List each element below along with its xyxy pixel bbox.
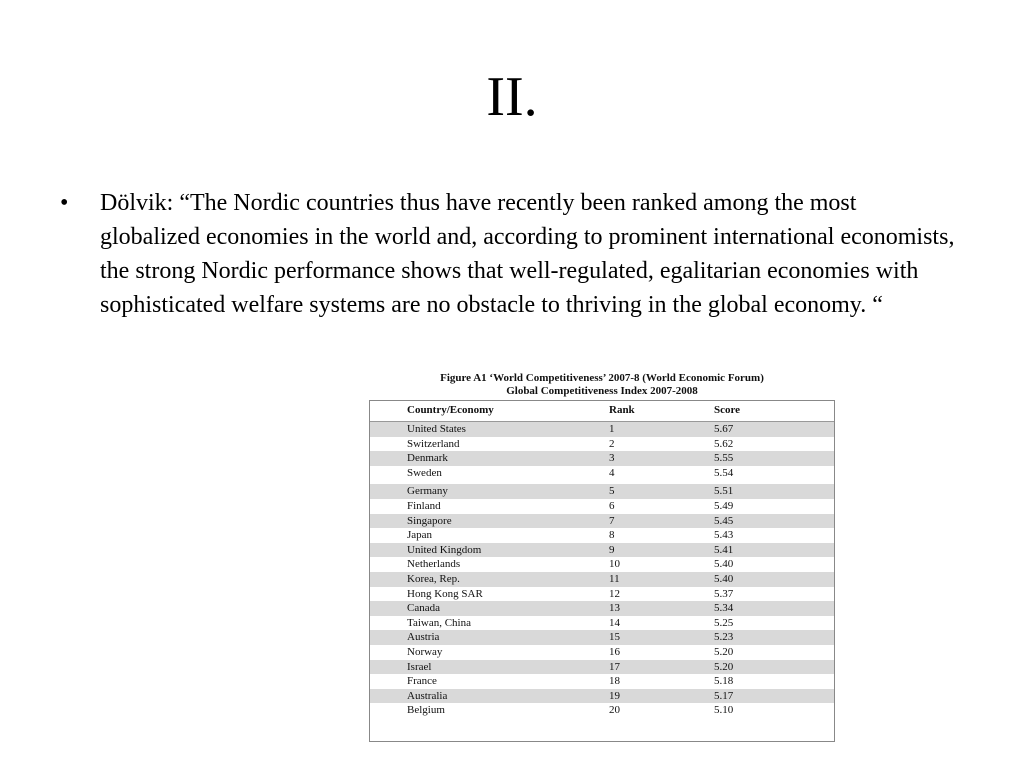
table-row	[370, 484, 834, 499]
cell-rank: 5	[609, 485, 615, 498]
cell-rank: 10	[609, 558, 620, 571]
cell-rank: 2	[609, 437, 615, 450]
table-row	[370, 557, 834, 572]
cell-rank: 14	[609, 616, 620, 629]
cell-rank: 1	[609, 423, 615, 435]
cell-score: 5.34	[714, 602, 734, 615]
table-row	[370, 630, 834, 645]
bullet-marker: •	[60, 190, 69, 216]
figure-caption-line2: Global Competitiveness Index 2007-2008	[506, 385, 698, 397]
cell-country: Switzerland	[407, 437, 460, 450]
competitiveness-table	[369, 400, 835, 742]
table-row	[370, 451, 834, 466]
cell-country: United Kingdom	[407, 543, 482, 556]
cell-score: 5.67	[714, 423, 734, 435]
competitiveness-figure	[369, 372, 835, 742]
table-row	[370, 703, 834, 718]
cell-rank: 3	[609, 452, 615, 465]
table-row	[370, 437, 834, 452]
table-row	[370, 587, 834, 602]
table-row	[370, 514, 834, 529]
table-row	[370, 689, 834, 704]
cell-rank: 16	[609, 646, 620, 658]
cell-rank: 4	[609, 466, 615, 479]
table-row	[370, 528, 834, 543]
cell-rank: 11	[609, 573, 620, 585]
cell-country: Singapore	[407, 514, 452, 527]
cell-score: 5.40	[714, 558, 734, 571]
table-row	[370, 616, 834, 631]
table-row	[370, 543, 834, 558]
cell-score: 5.49	[714, 500, 734, 512]
header-score: Score	[714, 404, 741, 416]
quote-text: Dölvik: “The Nordic countries thus have recently been ranked among the most globalized economies in the world and, according to prominent international economists, the strong Nordic performance shows that well-regulated, egalitarian economies with sophisticated welfare systems are no obstacle to thriving in the global economy. “	[100, 190, 955, 318]
cell-country: Finland	[407, 500, 441, 512]
cell-rank: 20	[609, 704, 620, 717]
table-row	[370, 660, 834, 675]
table-row	[370, 466, 834, 481]
cell-rank: 19	[609, 689, 620, 702]
cell-country: Korea, Rep.	[407, 573, 460, 585]
cell-score: 5.41	[714, 543, 734, 556]
cell-score: 5.54	[714, 466, 734, 479]
cell-score: 5.17	[714, 689, 734, 702]
cell-rank: 18	[609, 675, 620, 688]
table-row	[370, 674, 834, 689]
cell-score: 5.37	[714, 587, 734, 600]
cell-country: Belgium	[407, 704, 445, 717]
cell-score: 5.43	[714, 529, 734, 542]
cell-country: Taiwan, China	[407, 616, 471, 629]
table-row	[370, 499, 834, 514]
cell-country: Sweden	[407, 466, 442, 479]
cell-score: 5.10	[714, 704, 734, 717]
table-header	[370, 401, 834, 422]
table-row	[370, 601, 834, 616]
header-country: Country/Economy	[407, 404, 494, 416]
table-row	[370, 645, 834, 660]
cell-rank: 13	[609, 602, 620, 615]
cell-rank: 9	[609, 543, 615, 556]
cell-country: United States	[407, 423, 466, 435]
table-row	[370, 422, 834, 437]
cell-score: 5.20	[714, 660, 734, 673]
table-row	[370, 572, 834, 587]
cell-score: 5.51	[714, 485, 734, 498]
slide-title: II.	[486, 66, 538, 128]
cell-rank: 15	[609, 631, 620, 644]
cell-country: Israel	[407, 660, 432, 673]
cell-score: 5.25	[714, 616, 734, 629]
figure-caption-line1: Figure A1 ‘World Competitiveness’ 2007-8 (World Economic Forum)	[440, 372, 764, 384]
cell-rank: 7	[609, 514, 615, 527]
cell-country: Netherlands	[407, 558, 461, 571]
cell-country: Denmark	[407, 452, 448, 465]
cell-score: 5.45	[714, 514, 734, 527]
cell-country: Australia	[407, 689, 448, 702]
cell-country: Norway	[407, 646, 443, 658]
cell-country: Germany	[407, 485, 448, 498]
cell-country: Hong Kong SAR	[407, 587, 483, 600]
cell-score: 5.20	[714, 646, 734, 658]
cell-country: Japan	[407, 529, 433, 542]
cell-score: 5.40	[714, 573, 734, 585]
cell-score: 5.62	[714, 437, 734, 450]
cell-rank: 6	[609, 500, 615, 512]
cell-rank: 8	[609, 529, 615, 542]
cell-country: France	[407, 675, 437, 688]
cell-score: 5.18	[714, 675, 734, 688]
cell-score: 5.23	[714, 631, 734, 644]
cell-rank: 12	[609, 587, 620, 600]
cell-country: Canada	[407, 602, 440, 615]
cell-score: 5.55	[714, 452, 734, 465]
cell-rank: 17	[609, 660, 620, 673]
header-rank: Rank	[609, 404, 635, 416]
cell-country: Austria	[407, 631, 440, 644]
